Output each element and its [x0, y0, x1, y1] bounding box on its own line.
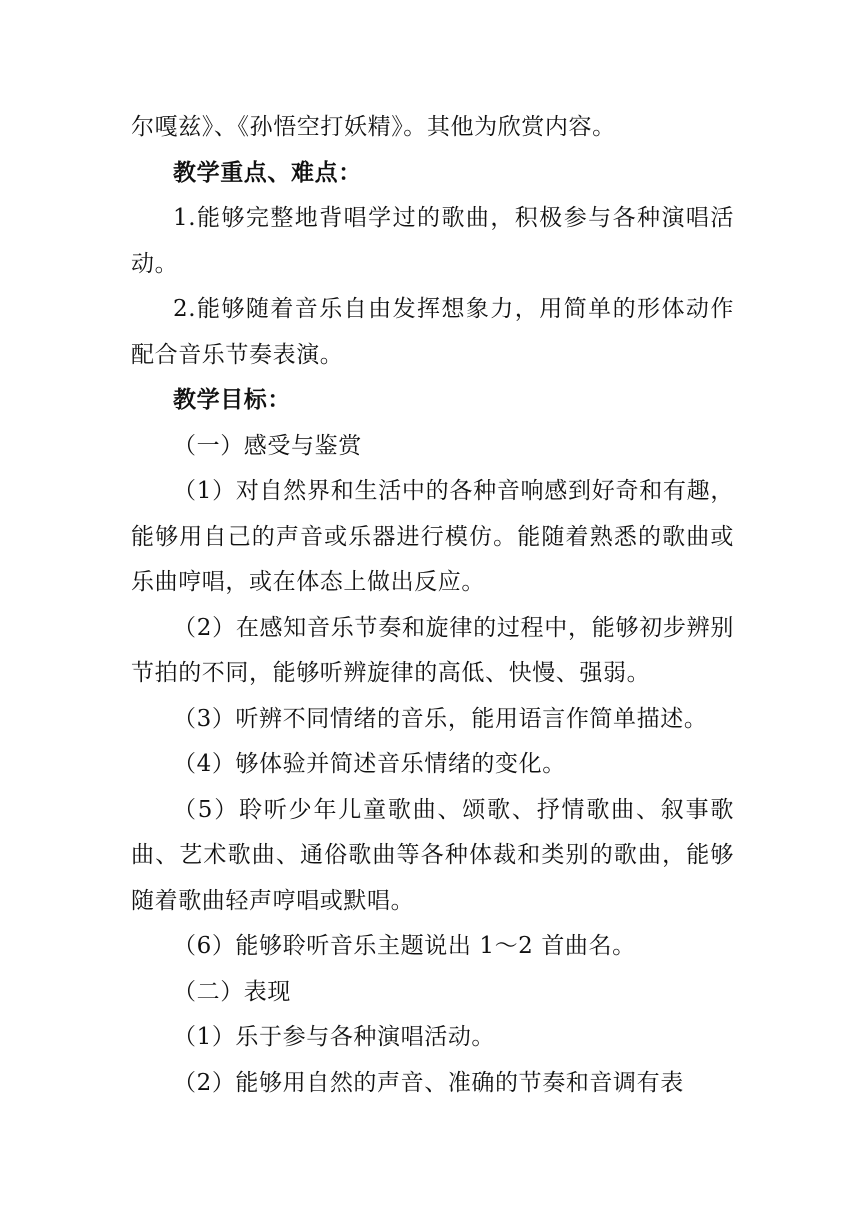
section-performance: （二）表现 [173, 978, 291, 1005]
paragraph-objective-4: （4）够体验并简述音乐情绪的变化。 [173, 751, 566, 777]
heading-objectives: 教学目标： [173, 387, 291, 413]
paragraph-performance-1: （1）乐于参与各种演唱活动。 [173, 1024, 496, 1050]
paragraph-continuation: 尔嘎兹》、《孙悟空打妖精》。其他为欣赏内容。 [131, 114, 616, 140]
paragraph-objective-3: （3）听辨不同情绪的音乐，能用语言作简单描述。 [173, 705, 708, 732]
paragraph-objective-2: （2）在感知音乐节奏和旋律的过程中，能够初步辨别节拍的不同，能够听辨旋律的高低、快慢、强弱。 [131, 614, 734, 686]
paragraph-objective-1: （1）对自然界和生活中的各种音响感到好奇和有趣，能够用自己的声音或乐器进行模仿。能随着熟悉的歌曲或乐曲哼唱，或在体态上做出反应。 [131, 478, 734, 595]
section-perception: （一）感受与鉴赏 [173, 432, 362, 459]
heading-key-points: 教学重点、难点： [173, 159, 362, 186]
paragraph-key-point-1: 1.能够完整地背唱学过的歌曲，积极参与各种演唱活动。 [131, 205, 734, 277]
document-body [131, 105, 734, 1106]
paragraph-objective-6: （6）能够聆听音乐主题说出 1～2 首曲名。 [173, 933, 636, 959]
paragraph-performance-2: （2）能够用自然的声音、准确的节奏和音调有表 [173, 1069, 684, 1096]
paragraph-objective-5: （5）聆听少年儿童歌曲、颂歌、抒情歌曲、叙事歌曲、艺术歌曲、通俗歌曲等各种体裁和类别的歌曲，能够随着歌曲轻声哼唱或默唱。 [131, 796, 734, 914]
paragraph-key-point-2: 2.能够随着音乐自由发挥想象力，用简单的形体动作配合音乐节奏表演。 [131, 296, 734, 368]
